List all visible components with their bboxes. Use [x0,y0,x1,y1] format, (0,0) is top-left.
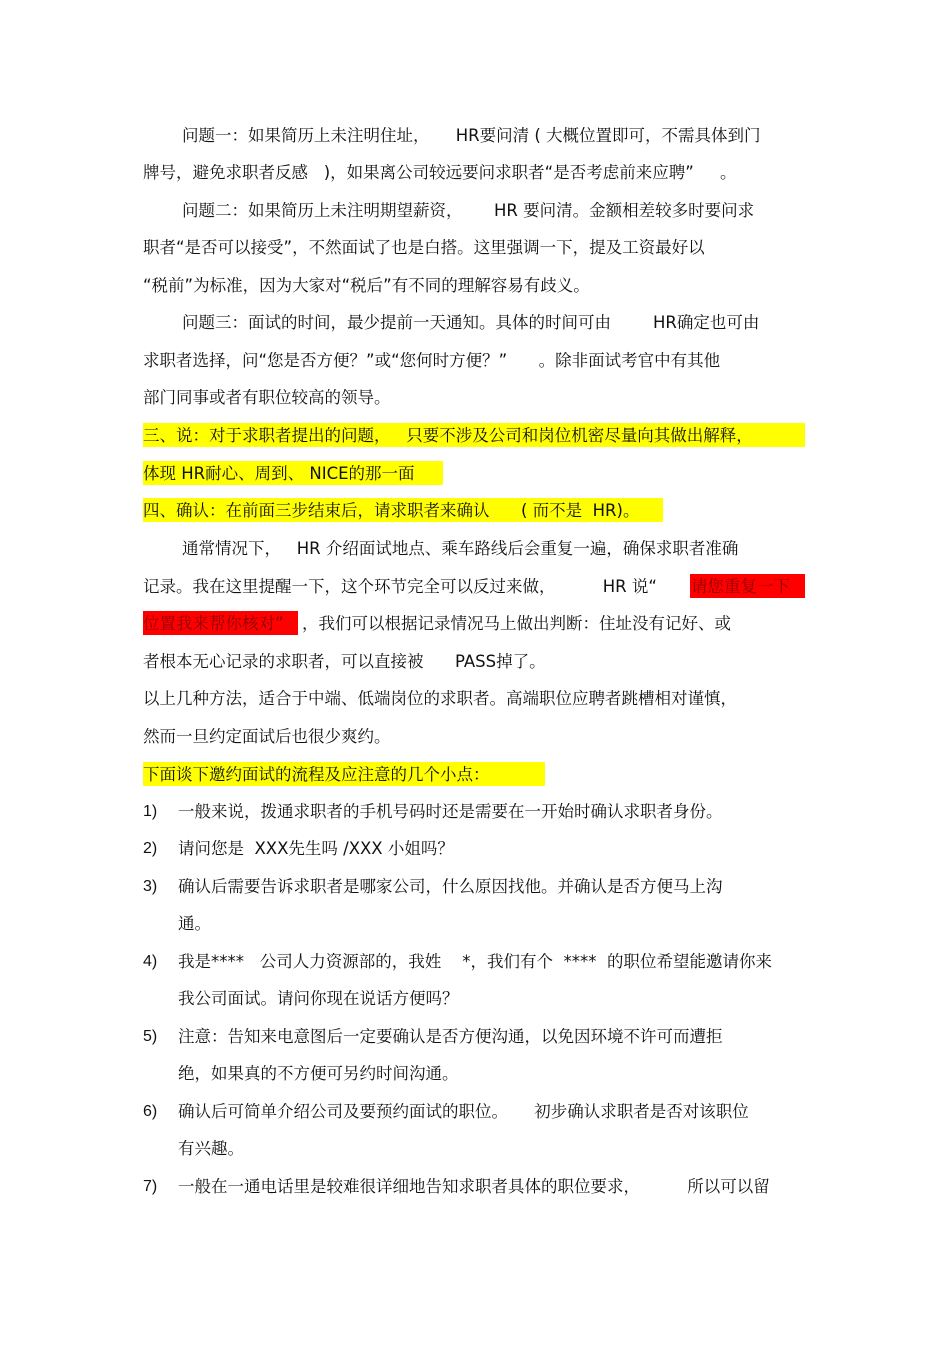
summary-line-2: 然而一旦约定面试后也很少爽约。 [143,727,391,746]
question-1-line-1: 问题一：如果简历上未注明住址， HR要问清 ( 大概位置即可，不需具体到门 [182,126,761,145]
list-item-1-line-1: 一般来说，拨通求职者的手机号码时还是需要在一开始时确认求职者身份。 [178,802,723,821]
confirm-line-2: 记录。我在这里提醒一下，这个环节完全可以反过来做， HR 说“ [143,577,657,596]
list-item-6-line-2: 有兴趣。 [178,1139,244,1158]
section-3-heading-line-1: 三、说：对于求职者提出的问题， 只要不涉及公司和岗位机密尽量向其做出解释， [143,426,753,445]
question-3-line-3: 部门同事或者有职位较高的领导。 [143,388,391,407]
list-item-2-number: 2) [143,840,158,857]
confirm-line-2-red-text: 请您重复一下 [691,577,790,596]
question-3-line-1: 问题三：面试的时间，最少提前一天通知。具体的时间可由 HR确定也可由 [182,313,760,332]
list-item-5-line-2: 绝，如果真的不方便可另约时间沟通。 [178,1064,459,1083]
confirm-line-3-red-text: 位置我来帮你核对” [143,614,284,633]
list-item-7-number: 7) [143,1178,158,1195]
section-3-heading-line-2: 体现 HR耐心、周到、 NICE的那一面 [143,464,415,483]
list-item-7-line-1: 一般在一通电话里是较难很详细地告知求职者具体的职位要求， 所以可以留 [178,1177,770,1196]
summary-line-1: 以上几种方法，适合于中端、低端岗位的求职者。高端职位应聘者跳槽相对谨慎， [143,689,737,708]
confirm-line-4: 者根本无心记录的求职者，可以直接被 PASS掉了。 [143,652,546,671]
list-item-3-number: 3) [143,878,158,895]
confirm-line-1: 通常情况下， HR 介绍面试地点、乘车路线后会重复一遍，确保求职者准确 [182,539,739,558]
list-item-6-line-1: 确认后可简单介绍公司及要预约面试的职位。 初步确认求职者是否对该职位 [178,1102,749,1121]
list-item-5-line-1: 注意：告知来电意图后一定要确认是否方便沟通，以免因环境不许可而遭拒 [178,1027,723,1046]
question-2-line-2: 职者“是否可以接受”，不然面试了也是白搭。这里强调一下，提及工资最好以 [143,238,705,257]
list-item-6-number: 6) [143,1103,158,1120]
list-item-5-number: 5) [143,1028,158,1045]
list-item-2-line-1: 请问您是 XXX先生吗 /XXX 小姐吗？ [178,839,454,858]
list-item-3-line-1: 确认后需要告诉求职者是哪家公司，什么原因找他。并确认是否方便马上沟 [178,877,723,896]
list-item-1-number: 1) [143,803,158,820]
confirm-line-3: ，我们可以根据记录情况马上做出判断：住址没有记好、或 [302,614,731,633]
list-item-4-line-1: 我是**** 公司人力资源部的，我姓 *，我们有个 **** 的职位希望能邀请你来 [178,952,772,971]
question-1-line-2: 牌号，避免求职者反感 )，如果离公司较远要问求职者“是否考虑前来应聘” 。 [143,163,737,182]
question-2-line-3: “税前”为标准，因为大家对“税后”有不同的理解容易有歧义。 [143,276,590,295]
section-4-heading: 四、确认：在前面三步结束后，请求职者来确认 ( 而不是 HR)。 [143,501,640,520]
list-item-4-line-2: 我公司面试。请问你现在说话方便吗？ [178,989,459,1008]
question-2-line-1: 问题二：如果简历上未注明期望薪资， HR 要问清。金额相差较多时要问求 [182,201,755,220]
flow-heading: 下面谈下邀约面试的流程及应注意的几个小点： [143,765,490,784]
question-3-line-2: 求职者选择，问“您是否方便？”或“您何时方便？” 。除非面试考官中有其他 [143,351,721,370]
list-item-4-number: 4) [143,953,158,970]
list-item-3-line-2: 通。 [178,914,211,933]
